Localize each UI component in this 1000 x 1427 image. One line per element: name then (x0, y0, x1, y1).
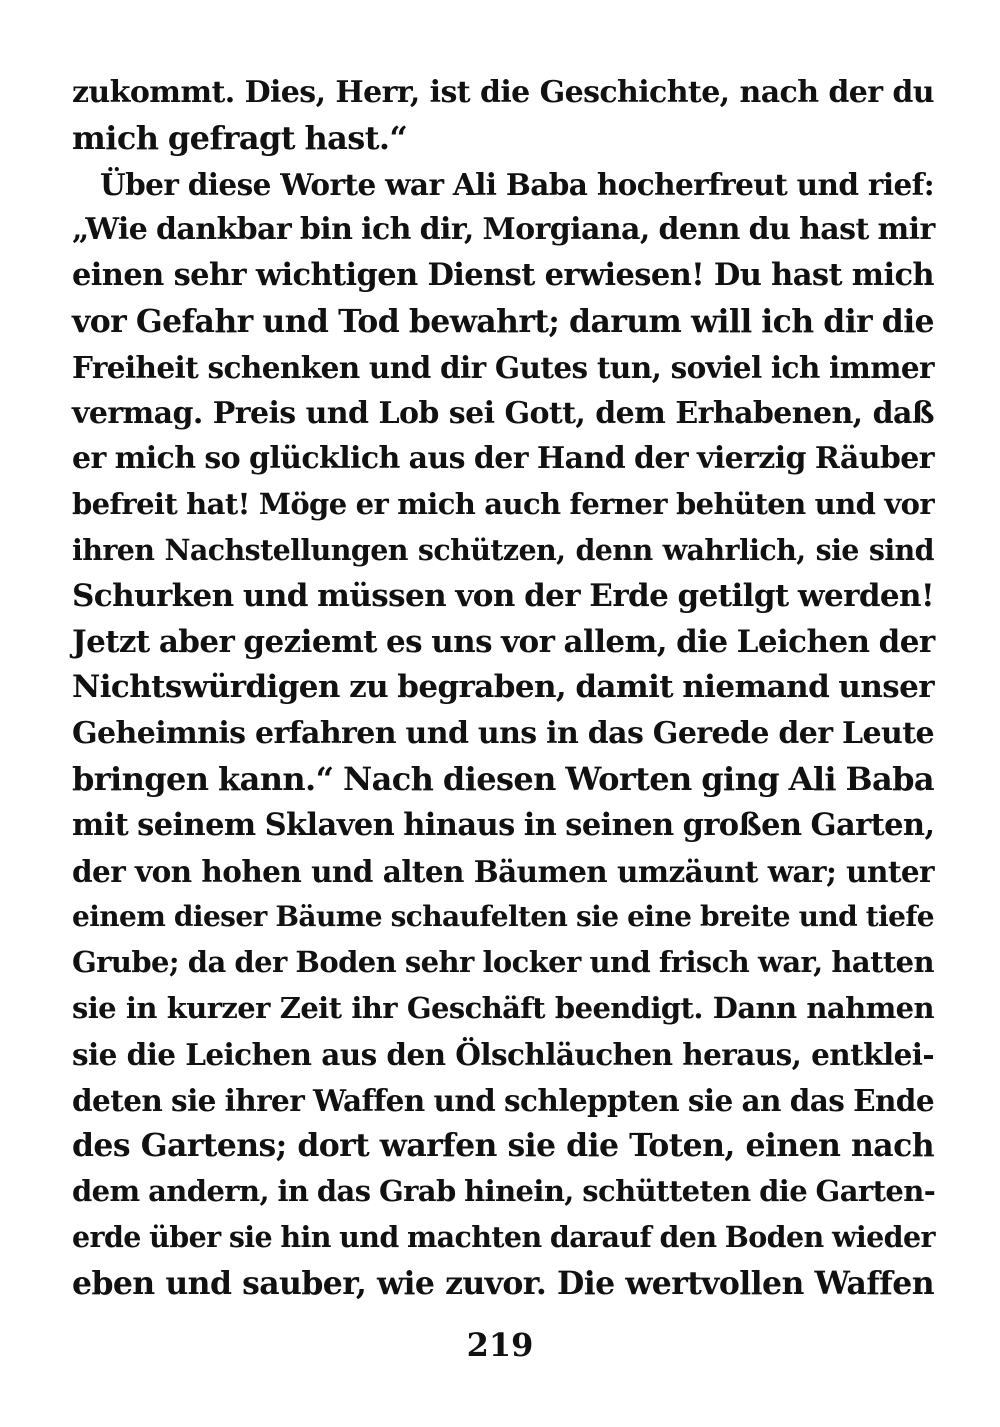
text-line: sie in kurzer Zeit ihr Geschäft beendigt. Dann nahmen (72, 990, 934, 1025)
text-line: dem andern, in das Grab hinein, schütteten die Garten- (72, 1174, 936, 1209)
text-line: „Wie dankbar bin ich dir, Morgiana, denn du hast mir (72, 212, 935, 248)
text-line: Geheimnis erfahren und uns in das Gerede der Leute (72, 716, 934, 752)
text-line: sie die Leichen aus den Ölschläuchen heraus, entklei- (72, 1036, 934, 1072)
text-line: ihren Nachstellungen schützen, denn wahrlich, sie sind (72, 532, 934, 567)
text-line: zukommt. Dies, Herr, ist die Geschichte, nach der du (72, 75, 934, 110)
body-text (72, 70, 934, 1307)
text-line: Grube; da der Boden sehr locker und frisch war, hatten (72, 945, 934, 980)
text-line: bringen kann.“ Nach diesen Worten ging Ali Baba (72, 759, 934, 798)
text-line: Freiheit schenken und dir Gutes tun, soviel ich immer (72, 349, 934, 385)
text-line: der von hohen und alten Bäumen umzäunt war; unter (72, 853, 934, 889)
text-line: Über diese Worte war Ali Baba hocherfreut und rief: (100, 166, 934, 202)
page-number: 219 (466, 1326, 534, 1364)
text-line: vor Gefahr und Tod bewahrt; darum will ich dir die (72, 302, 934, 340)
text-line: Jetzt aber geziemt es uns vor allem, die Leichen der (72, 623, 935, 660)
text-line: des Gartens; dort warfen sie die Toten, einen nach (72, 1127, 934, 1165)
text-line: einen sehr wichtigen Dienst erwiesen! Du hast mich (72, 257, 934, 294)
text-line: er mich so glücklich aus der Hand der vierzig Räuber (72, 441, 934, 477)
text-line: erde über sie hin und machten darauf den Boden wieder (72, 1219, 935, 1254)
text-line: Nichtswürdigen zu begraben, damit niemand unser (72, 669, 934, 706)
text-line: Schurken und müssen von der Erde getilgt werden! (72, 577, 934, 614)
text-line: mit seinem Sklaven hinaus in seinen großen Garten, (72, 806, 935, 843)
text-line: einem dieser Bäume schaufelten sie eine breite und tiefe (72, 900, 934, 934)
text-line: mich gefragt hast.“ (72, 118, 408, 157)
text-line: eben und sauber, wie zuvor. Die wertvollen Waffen (72, 1264, 934, 1302)
text-line: vermag. Preis und Lob sei Gott, dem Erhabenen, daß (72, 395, 934, 431)
text-line: befreit hat! Möge er mich auch ferner behüten und vor (72, 487, 934, 522)
text-line: deten sie ihrer Waffen und schleppten sie an das Ende (72, 1082, 934, 1118)
